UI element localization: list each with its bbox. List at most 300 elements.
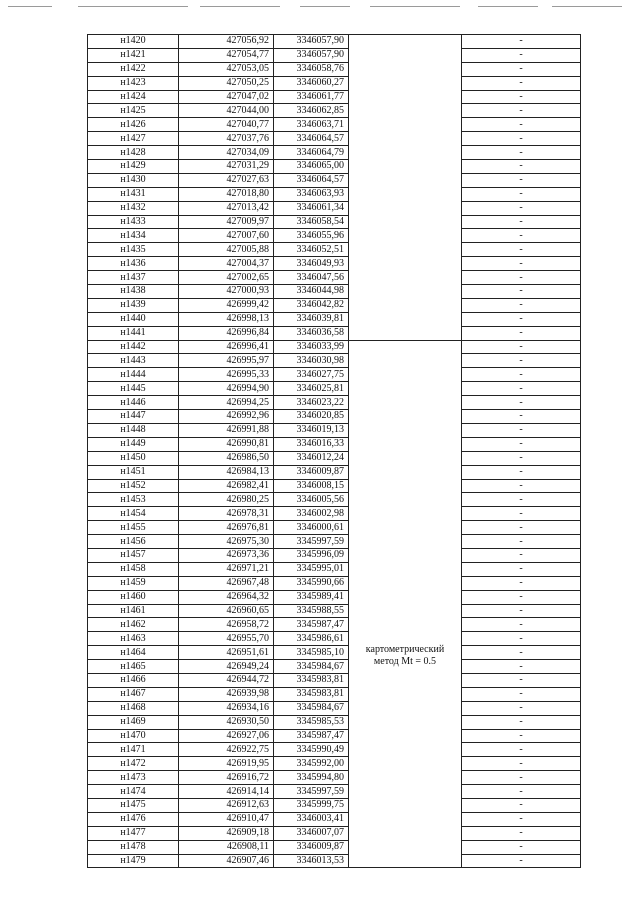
point-cell: н1452 bbox=[88, 479, 179, 493]
note-cell: - bbox=[462, 646, 581, 660]
x-coordinate-cell: 427040,77 bbox=[179, 118, 274, 132]
point-cell: н1470 bbox=[88, 729, 179, 743]
y-coordinate-cell: 3345989,41 bbox=[274, 590, 349, 604]
table-row bbox=[88, 715, 581, 729]
y-coordinate-cell: 3345997,59 bbox=[274, 535, 349, 549]
point-cell: н1434 bbox=[88, 229, 179, 243]
point-cell: н1443 bbox=[88, 354, 179, 368]
x-coordinate-cell: 426907,46 bbox=[179, 854, 274, 868]
x-coordinate-cell: 427009,97 bbox=[179, 215, 274, 229]
y-coordinate-cell: 3346039,81 bbox=[274, 312, 349, 326]
x-coordinate-cell: 427053,05 bbox=[179, 62, 274, 76]
table-row bbox=[88, 479, 581, 493]
note-cell: - bbox=[462, 535, 581, 549]
x-coordinate-cell: 426908,11 bbox=[179, 840, 274, 854]
table-row bbox=[88, 437, 581, 451]
y-coordinate-cell: 3346009,87 bbox=[274, 840, 349, 854]
table-row bbox=[88, 187, 581, 201]
x-coordinate-cell: 427047,02 bbox=[179, 90, 274, 104]
point-cell: н1468 bbox=[88, 701, 179, 715]
note-cell: - bbox=[462, 493, 581, 507]
point-cell: н1433 bbox=[88, 215, 179, 229]
x-coordinate-cell: 426909,18 bbox=[179, 826, 274, 840]
y-coordinate-cell: 3345987,47 bbox=[274, 618, 349, 632]
note-cell: - bbox=[462, 437, 581, 451]
note-cell: - bbox=[462, 160, 581, 174]
note-cell: - bbox=[462, 465, 581, 479]
y-coordinate-cell: 3346060,27 bbox=[274, 76, 349, 90]
point-cell: н1477 bbox=[88, 826, 179, 840]
y-coordinate-cell: 3345994,80 bbox=[274, 771, 349, 785]
y-coordinate-cell: 3346057,90 bbox=[274, 35, 349, 49]
note-cell: - bbox=[462, 840, 581, 854]
note-cell: - bbox=[462, 548, 581, 562]
method-cell-lower bbox=[349, 340, 462, 868]
y-coordinate-cell: 3346030,98 bbox=[274, 354, 349, 368]
x-coordinate-cell: 427031,29 bbox=[179, 160, 274, 174]
point-cell: н1453 bbox=[88, 493, 179, 507]
y-coordinate-cell: 3346044,98 bbox=[274, 285, 349, 299]
note-cell: - bbox=[462, 757, 581, 771]
x-coordinate-cell: 426919,95 bbox=[179, 757, 274, 771]
table-row bbox=[88, 632, 581, 646]
table-row bbox=[88, 673, 581, 687]
table-row bbox=[88, 701, 581, 715]
x-coordinate-cell: 426998,13 bbox=[179, 312, 274, 326]
y-coordinate-cell: 3345984,67 bbox=[274, 660, 349, 674]
y-coordinate-cell: 3345992,00 bbox=[274, 757, 349, 771]
note-cell: - bbox=[462, 35, 581, 49]
x-coordinate-cell: 427005,88 bbox=[179, 243, 274, 257]
table-row bbox=[88, 757, 581, 771]
table-row bbox=[88, 812, 581, 826]
y-coordinate-cell: 3346055,96 bbox=[274, 229, 349, 243]
table-row bbox=[88, 146, 581, 160]
table-row bbox=[88, 173, 581, 187]
y-coordinate-cell: 3345996,09 bbox=[274, 548, 349, 562]
y-coordinate-cell: 3346061,34 bbox=[274, 201, 349, 215]
table-row bbox=[88, 604, 581, 618]
point-cell: н1423 bbox=[88, 76, 179, 90]
point-cell: н1436 bbox=[88, 257, 179, 271]
note-cell: - bbox=[462, 243, 581, 257]
x-coordinate-cell: 427054,77 bbox=[179, 48, 274, 62]
table-row bbox=[88, 646, 581, 660]
y-coordinate-cell: 3346020,85 bbox=[274, 410, 349, 424]
coordinates-table bbox=[87, 34, 581, 868]
point-cell: н1479 bbox=[88, 854, 179, 868]
note-cell: - bbox=[462, 673, 581, 687]
y-coordinate-cell: 3346033,99 bbox=[274, 340, 349, 354]
x-coordinate-cell: 426986,50 bbox=[179, 451, 274, 465]
point-cell: н1451 bbox=[88, 465, 179, 479]
table-row bbox=[88, 410, 581, 424]
y-coordinate-cell: 3346008,15 bbox=[274, 479, 349, 493]
x-coordinate-cell: 427000,93 bbox=[179, 285, 274, 299]
x-coordinate-cell: 427007,60 bbox=[179, 229, 274, 243]
y-coordinate-cell: 3345985,10 bbox=[274, 646, 349, 660]
y-coordinate-cell: 3345990,49 bbox=[274, 743, 349, 757]
y-coordinate-cell: 3346012,24 bbox=[274, 451, 349, 465]
point-cell: н1430 bbox=[88, 173, 179, 187]
table-row bbox=[88, 507, 581, 521]
x-coordinate-cell: 426995,97 bbox=[179, 354, 274, 368]
note-cell: - bbox=[462, 479, 581, 493]
y-coordinate-cell: 3346007,07 bbox=[274, 826, 349, 840]
point-cell: н1429 bbox=[88, 160, 179, 174]
x-coordinate-cell: 426960,65 bbox=[179, 604, 274, 618]
table-row bbox=[88, 785, 581, 799]
note-cell: - bbox=[462, 173, 581, 187]
note-cell: - bbox=[462, 382, 581, 396]
point-cell: н1424 bbox=[88, 90, 179, 104]
table-row bbox=[88, 215, 581, 229]
y-coordinate-cell: 3346036,58 bbox=[274, 326, 349, 340]
note-cell: - bbox=[462, 285, 581, 299]
note-cell: - bbox=[462, 48, 581, 62]
point-cell: н1447 bbox=[88, 410, 179, 424]
table-row bbox=[88, 118, 581, 132]
y-coordinate-cell: 3346002,98 bbox=[274, 507, 349, 521]
table-row bbox=[88, 798, 581, 812]
note-cell: - bbox=[462, 396, 581, 410]
point-cell: н1427 bbox=[88, 132, 179, 146]
note-cell: - bbox=[462, 798, 581, 812]
point-cell: н1448 bbox=[88, 423, 179, 437]
table-row bbox=[88, 243, 581, 257]
note-cell: - bbox=[462, 562, 581, 576]
table-row bbox=[88, 326, 581, 340]
note-cell: - bbox=[462, 701, 581, 715]
point-cell: н1446 bbox=[88, 396, 179, 410]
point-cell: н1473 bbox=[88, 771, 179, 785]
y-coordinate-cell: 3346003,41 bbox=[274, 812, 349, 826]
note-cell: - bbox=[462, 451, 581, 465]
point-cell: н1458 bbox=[88, 562, 179, 576]
y-coordinate-cell: 3346064,57 bbox=[274, 173, 349, 187]
point-cell: н1465 bbox=[88, 660, 179, 674]
note-cell: - bbox=[462, 729, 581, 743]
y-coordinate-cell: 3346057,90 bbox=[274, 48, 349, 62]
point-cell: н1460 bbox=[88, 590, 179, 604]
note-cell: - bbox=[462, 298, 581, 312]
note-cell: - bbox=[462, 76, 581, 90]
point-cell: н1476 bbox=[88, 812, 179, 826]
note-cell: - bbox=[462, 826, 581, 840]
y-coordinate-cell: 3346063,71 bbox=[274, 118, 349, 132]
y-coordinate-cell: 3346064,57 bbox=[274, 132, 349, 146]
table-row bbox=[88, 201, 581, 215]
y-coordinate-cell: 3346013,53 bbox=[274, 854, 349, 868]
note-cell: - bbox=[462, 104, 581, 118]
x-coordinate-cell: 426990,81 bbox=[179, 437, 274, 451]
x-coordinate-cell: 426916,72 bbox=[179, 771, 274, 785]
note-cell: - bbox=[462, 785, 581, 799]
y-coordinate-cell: 3346025,81 bbox=[274, 382, 349, 396]
x-coordinate-cell: 426980,25 bbox=[179, 493, 274, 507]
note-cell: - bbox=[462, 410, 581, 424]
table-row bbox=[88, 535, 581, 549]
table-row bbox=[88, 660, 581, 674]
y-coordinate-cell: 3346058,54 bbox=[274, 215, 349, 229]
x-coordinate-cell: 426984,13 bbox=[179, 465, 274, 479]
table-row bbox=[88, 618, 581, 632]
note-cell: - bbox=[462, 354, 581, 368]
point-cell: н1459 bbox=[88, 576, 179, 590]
x-coordinate-cell: 427034,09 bbox=[179, 146, 274, 160]
table-row bbox=[88, 132, 581, 146]
table-row bbox=[88, 590, 581, 604]
note-cell: - bbox=[462, 340, 581, 354]
y-coordinate-cell: 3346047,56 bbox=[274, 271, 349, 285]
note-cell: - bbox=[462, 312, 581, 326]
point-cell: н1431 bbox=[88, 187, 179, 201]
note-cell: - bbox=[462, 257, 581, 271]
table-row bbox=[88, 312, 581, 326]
x-coordinate-cell: 426976,81 bbox=[179, 521, 274, 535]
table-row bbox=[88, 771, 581, 785]
point-cell: н1469 bbox=[88, 715, 179, 729]
note-cell: - bbox=[462, 62, 581, 76]
note-cell: - bbox=[462, 687, 581, 701]
point-cell: н1442 bbox=[88, 340, 179, 354]
point-cell: н1455 bbox=[88, 521, 179, 535]
y-coordinate-cell: 3345987,47 bbox=[274, 729, 349, 743]
table-row bbox=[88, 576, 581, 590]
note-cell: - bbox=[462, 854, 581, 868]
point-cell: н1450 bbox=[88, 451, 179, 465]
note-cell: - bbox=[462, 368, 581, 382]
point-cell: н1425 bbox=[88, 104, 179, 118]
point-cell: н1471 bbox=[88, 743, 179, 757]
y-coordinate-cell: 3346063,93 bbox=[274, 187, 349, 201]
point-cell: н1435 bbox=[88, 243, 179, 257]
note-cell: - bbox=[462, 618, 581, 632]
note-cell: - bbox=[462, 576, 581, 590]
table-row bbox=[88, 382, 581, 396]
x-coordinate-cell: 426995,33 bbox=[179, 368, 274, 382]
table-row bbox=[88, 562, 581, 576]
point-cell: н1449 bbox=[88, 437, 179, 451]
note-cell: - bbox=[462, 215, 581, 229]
table-row bbox=[88, 826, 581, 840]
y-coordinate-cell: 3346023,22 bbox=[274, 396, 349, 410]
note-cell: - bbox=[462, 326, 581, 340]
x-coordinate-cell: 427044,00 bbox=[179, 104, 274, 118]
y-coordinate-cell: 3345997,59 bbox=[274, 785, 349, 799]
x-coordinate-cell: 427018,80 bbox=[179, 187, 274, 201]
note-cell: - bbox=[462, 187, 581, 201]
x-coordinate-cell: 426992,96 bbox=[179, 410, 274, 424]
point-cell: н1441 bbox=[88, 326, 179, 340]
x-coordinate-cell: 427056,92 bbox=[179, 35, 274, 49]
table-row bbox=[88, 257, 581, 271]
point-cell: н1428 bbox=[88, 146, 179, 160]
table-row bbox=[88, 451, 581, 465]
x-coordinate-cell: 426958,72 bbox=[179, 618, 274, 632]
table-row bbox=[88, 743, 581, 757]
table-row bbox=[88, 368, 581, 382]
note-cell: - bbox=[462, 632, 581, 646]
y-coordinate-cell: 3346052,51 bbox=[274, 243, 349, 257]
table-row bbox=[88, 104, 581, 118]
note-cell: - bbox=[462, 604, 581, 618]
y-coordinate-cell: 3345995,01 bbox=[274, 562, 349, 576]
y-coordinate-cell: 3345999,75 bbox=[274, 798, 349, 812]
table-row bbox=[88, 493, 581, 507]
x-coordinate-cell: 427004,37 bbox=[179, 257, 274, 271]
table-row bbox=[88, 687, 581, 701]
x-coordinate-cell: 426999,42 bbox=[179, 298, 274, 312]
table-row bbox=[88, 854, 581, 868]
y-coordinate-cell: 3346005,56 bbox=[274, 493, 349, 507]
note-cell: - bbox=[462, 743, 581, 757]
point-cell: н1466 bbox=[88, 673, 179, 687]
y-coordinate-cell: 3346049,93 bbox=[274, 257, 349, 271]
point-cell: н1440 bbox=[88, 312, 179, 326]
y-coordinate-cell: 3346009,87 bbox=[274, 465, 349, 479]
y-coordinate-cell: 3346019,13 bbox=[274, 423, 349, 437]
note-cell: - bbox=[462, 715, 581, 729]
note-cell: - bbox=[462, 229, 581, 243]
point-cell: н1457 bbox=[88, 548, 179, 562]
x-coordinate-cell: 426996,84 bbox=[179, 326, 274, 340]
point-cell: н1422 bbox=[88, 62, 179, 76]
note-cell: - bbox=[462, 590, 581, 604]
method-cell-upper bbox=[349, 35, 462, 341]
x-coordinate-cell: 426912,63 bbox=[179, 798, 274, 812]
point-cell: н1438 bbox=[88, 285, 179, 299]
x-coordinate-cell: 426914,14 bbox=[179, 785, 274, 799]
x-coordinate-cell: 426994,25 bbox=[179, 396, 274, 410]
point-cell: н1464 bbox=[88, 646, 179, 660]
table-row bbox=[88, 465, 581, 479]
note-cell: - bbox=[462, 521, 581, 535]
point-cell: н1467 bbox=[88, 687, 179, 701]
x-coordinate-cell: 427037,76 bbox=[179, 132, 274, 146]
note-cell: - bbox=[462, 771, 581, 785]
x-coordinate-cell: 426910,47 bbox=[179, 812, 274, 826]
table-row bbox=[88, 340, 581, 354]
table-row bbox=[88, 285, 581, 299]
note-cell: - bbox=[462, 201, 581, 215]
table-row bbox=[88, 62, 581, 76]
table-row bbox=[88, 48, 581, 62]
header-scan-line bbox=[0, 6, 640, 12]
point-cell: н1432 bbox=[88, 201, 179, 215]
point-cell: н1420 bbox=[88, 35, 179, 49]
x-coordinate-cell: 426944,72 bbox=[179, 673, 274, 687]
point-cell: н1472 bbox=[88, 757, 179, 771]
x-coordinate-cell: 426939,98 bbox=[179, 687, 274, 701]
point-cell: н1444 bbox=[88, 368, 179, 382]
note-cell: - bbox=[462, 90, 581, 104]
note-cell: - bbox=[462, 660, 581, 674]
x-coordinate-cell: 426978,31 bbox=[179, 507, 274, 521]
y-coordinate-cell: 3345983,81 bbox=[274, 673, 349, 687]
point-cell: н1439 bbox=[88, 298, 179, 312]
table-row bbox=[88, 548, 581, 562]
point-cell: н1437 bbox=[88, 271, 179, 285]
coordinates-table-body bbox=[88, 35, 581, 868]
y-coordinate-cell: 3346042,82 bbox=[274, 298, 349, 312]
point-cell: н1461 bbox=[88, 604, 179, 618]
point-cell: н1421 bbox=[88, 48, 179, 62]
table-row bbox=[88, 160, 581, 174]
table-row bbox=[88, 423, 581, 437]
x-coordinate-cell: 426982,41 bbox=[179, 479, 274, 493]
table-row bbox=[88, 229, 581, 243]
point-cell: н1445 bbox=[88, 382, 179, 396]
method-label bbox=[366, 644, 444, 668]
x-coordinate-cell: 427002,65 bbox=[179, 271, 274, 285]
note-cell: - bbox=[462, 507, 581, 521]
y-coordinate-cell: 3345985,53 bbox=[274, 715, 349, 729]
x-coordinate-cell: 426994,90 bbox=[179, 382, 274, 396]
table-row bbox=[88, 729, 581, 743]
y-coordinate-cell: 3346027,75 bbox=[274, 368, 349, 382]
x-coordinate-cell: 426955,70 bbox=[179, 632, 274, 646]
method-label-line1: картометрический bbox=[365, 644, 445, 656]
note-cell: - bbox=[462, 423, 581, 437]
table-row bbox=[88, 35, 581, 49]
table-row bbox=[88, 271, 581, 285]
y-coordinate-cell: 3346058,76 bbox=[274, 62, 349, 76]
y-coordinate-cell: 3345990,66 bbox=[274, 576, 349, 590]
y-coordinate-cell: 3346062,85 bbox=[274, 104, 349, 118]
x-coordinate-cell: 426975,30 bbox=[179, 535, 274, 549]
table-row bbox=[88, 840, 581, 854]
note-cell: - bbox=[462, 132, 581, 146]
y-coordinate-cell: 3346000,61 bbox=[274, 521, 349, 535]
y-coordinate-cell: 3346016,33 bbox=[274, 437, 349, 451]
table-row bbox=[88, 298, 581, 312]
point-cell: н1426 bbox=[88, 118, 179, 132]
point-cell: н1463 bbox=[88, 632, 179, 646]
table-row bbox=[88, 354, 581, 368]
y-coordinate-cell: 3345983,81 bbox=[274, 687, 349, 701]
table-row bbox=[88, 90, 581, 104]
x-coordinate-cell: 427027,63 bbox=[179, 173, 274, 187]
x-coordinate-cell: 426964,32 bbox=[179, 590, 274, 604]
point-cell: н1454 bbox=[88, 507, 179, 521]
x-coordinate-cell: 426967,48 bbox=[179, 576, 274, 590]
x-coordinate-cell: 426971,21 bbox=[179, 562, 274, 576]
point-cell: н1478 bbox=[88, 840, 179, 854]
note-cell: - bbox=[462, 812, 581, 826]
y-coordinate-cell: 3345984,67 bbox=[274, 701, 349, 715]
y-coordinate-cell: 3345986,61 bbox=[274, 632, 349, 646]
point-cell: н1474 bbox=[88, 785, 179, 799]
y-coordinate-cell: 3345988,55 bbox=[274, 604, 349, 618]
x-coordinate-cell: 427050,25 bbox=[179, 76, 274, 90]
x-coordinate-cell: 426951,61 bbox=[179, 646, 274, 660]
x-coordinate-cell: 426991,88 bbox=[179, 423, 274, 437]
x-coordinate-cell: 426934,16 bbox=[179, 701, 274, 715]
x-coordinate-cell: 426930,50 bbox=[179, 715, 274, 729]
y-coordinate-cell: 3346065,00 bbox=[274, 160, 349, 174]
y-coordinate-cell: 3346064,79 bbox=[274, 146, 349, 160]
x-coordinate-cell: 426996,41 bbox=[179, 340, 274, 354]
point-cell: н1462 bbox=[88, 618, 179, 632]
method-label-line2: метод Mt = 0.5 bbox=[373, 656, 437, 668]
y-coordinate-cell: 3346061,77 bbox=[274, 90, 349, 104]
x-coordinate-cell: 427013,42 bbox=[179, 201, 274, 215]
table-row bbox=[88, 76, 581, 90]
table-row bbox=[88, 521, 581, 535]
note-cell: - bbox=[462, 271, 581, 285]
note-cell: - bbox=[462, 118, 581, 132]
